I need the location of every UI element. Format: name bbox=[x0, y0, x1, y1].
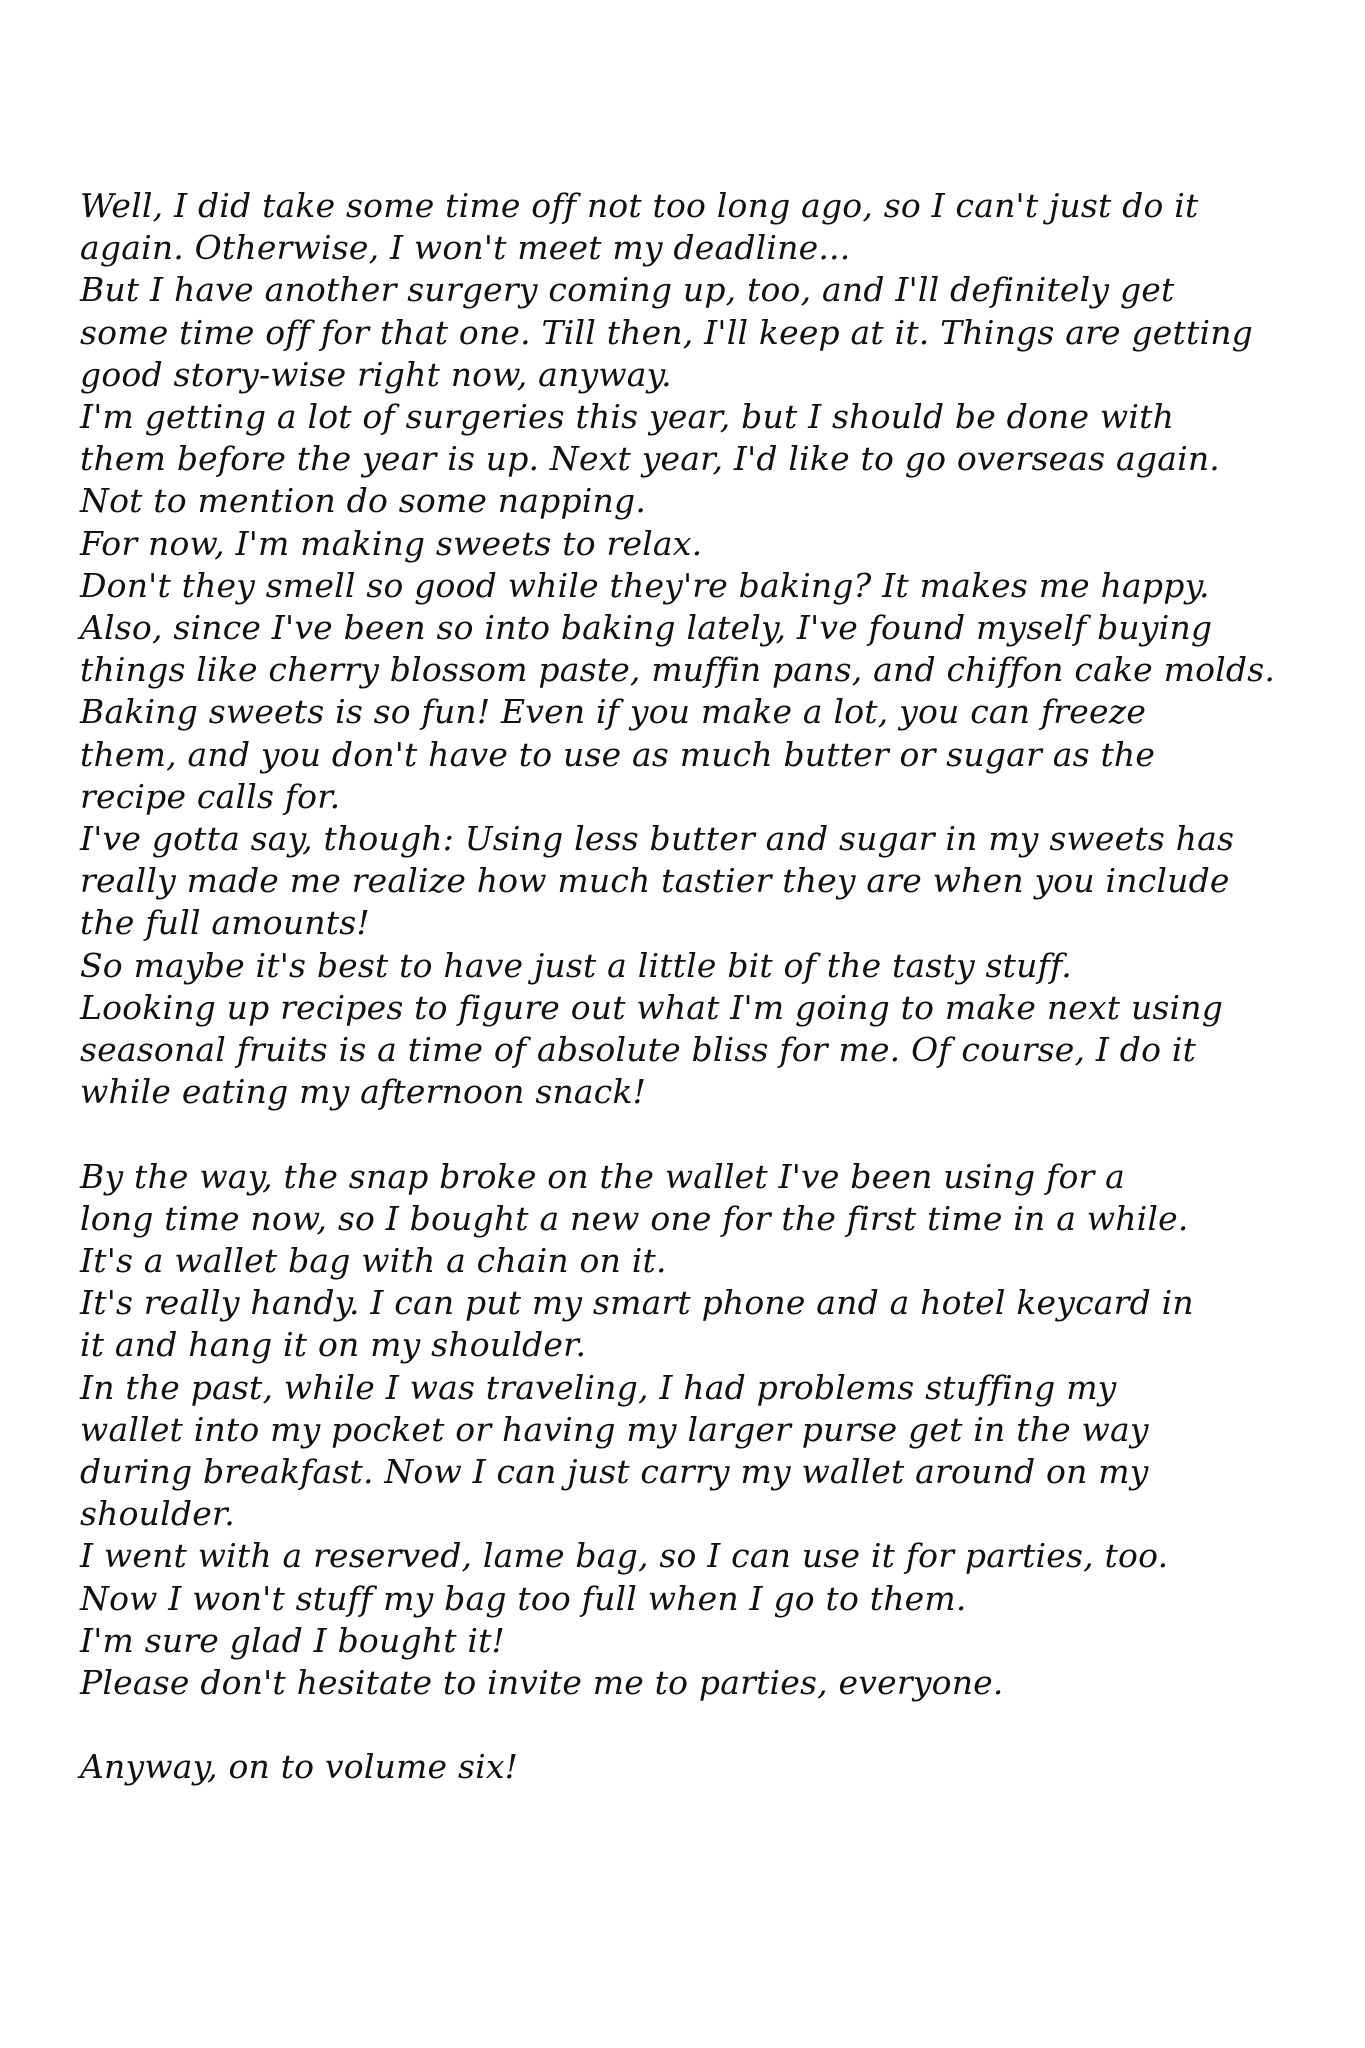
text-line: It's a wallet bag with a chain on it. bbox=[80, 1241, 667, 1281]
text-line: Not to mention do some napping. bbox=[80, 481, 647, 521]
text-line: during breakfast. Now I can just carry my wallet around on my bbox=[80, 1452, 1149, 1492]
text-line: Baking sweets is so fun! Even if you make a lot, you can freeze bbox=[80, 692, 1147, 732]
text-line: them, and you don't have to use as much butter or sugar as the bbox=[80, 734, 1156, 774]
text-line: long time now, so I bought a new one for the first time in a while. bbox=[80, 1198, 1189, 1238]
text-line: some time off for that one. Till then, I'll keep at it. Things are getting bbox=[80, 312, 1253, 352]
text-line: really made me realize how much tastier they are when you include bbox=[80, 861, 1230, 901]
text-line: wallet into my pocket or having my larger purse get in the way bbox=[80, 1409, 1149, 1449]
text-line: good story-wise right now, anyway. bbox=[80, 354, 672, 394]
text-line: it and hang it on my shoulder. bbox=[80, 1325, 587, 1365]
paragraph-group-closing bbox=[80, 1746, 1290, 1788]
text-line: Looking up recipes to figure out what I'm going to make next using bbox=[80, 987, 1224, 1027]
text-line: In the past, while I was traveling, I had problems stuffing my bbox=[80, 1367, 1117, 1407]
text-line: Anyway, on to volume six! bbox=[80, 1747, 519, 1787]
text-line: Now I won't stuff my bag too full when I go to them. bbox=[80, 1578, 967, 1618]
text-line: But I have another surgery coming up, too, and I'll definitely get bbox=[80, 270, 1175, 310]
handwritten-text-block bbox=[80, 185, 1290, 1789]
text-line: I've gotta say, though: Using less butter and sugar in my sweets has bbox=[80, 819, 1235, 859]
paragraph-group-baking bbox=[80, 185, 1290, 1113]
text-line: them before the year is up. Next year, I'd like to go overseas again. bbox=[80, 439, 1220, 479]
text-line: I'm getting a lot of surgeries this year, but I should be done with bbox=[80, 397, 1175, 437]
text-line: It's really handy. I can put my smart phone and a hotel keycard in bbox=[80, 1283, 1194, 1323]
text-line: seasonal fruits is a time of absolute bliss for me. Of course, I do it bbox=[80, 1030, 1197, 1070]
text-line: while eating my afternoon snack! bbox=[80, 1072, 647, 1112]
text-line: the full amounts! bbox=[80, 903, 370, 943]
text-line: recipe calls for. bbox=[80, 776, 341, 816]
text-line: things like cherry blossom paste, muffin pans, and chiffon cake molds. bbox=[80, 650, 1276, 690]
blank-line bbox=[80, 1113, 1290, 1155]
text-line: By the way, the snap broke on the wallet I've been using for a bbox=[80, 1156, 1126, 1196]
blank-line bbox=[80, 1704, 1290, 1746]
paragraph-group-wallet bbox=[80, 1156, 1290, 1705]
text-line: For now, I'm making sweets to relax. bbox=[80, 523, 703, 563]
text-line: shoulder. bbox=[80, 1494, 235, 1534]
text-line: Don't they smell so good while they're baking? It makes me happy. bbox=[80, 565, 1210, 605]
text-line: Also, since I've been so into baking lately, I've found myself buying bbox=[80, 608, 1213, 648]
text-line: Please don't hesitate to invite me to parties, everyone. bbox=[80, 1663, 1004, 1703]
text-line: I went with a reserved, lame bag, so I can use it for parties, too. bbox=[80, 1536, 1169, 1576]
text-line: I'm sure glad I bought it! bbox=[80, 1620, 506, 1660]
text-line: So maybe it's best to have just a little bit of the tasty stuff. bbox=[80, 945, 1072, 985]
text-line: Well, I did take some time off not too long ago, so I can't just do it bbox=[80, 186, 1199, 225]
text-line: again. Otherwise, I won't meet my deadline... bbox=[80, 228, 851, 268]
